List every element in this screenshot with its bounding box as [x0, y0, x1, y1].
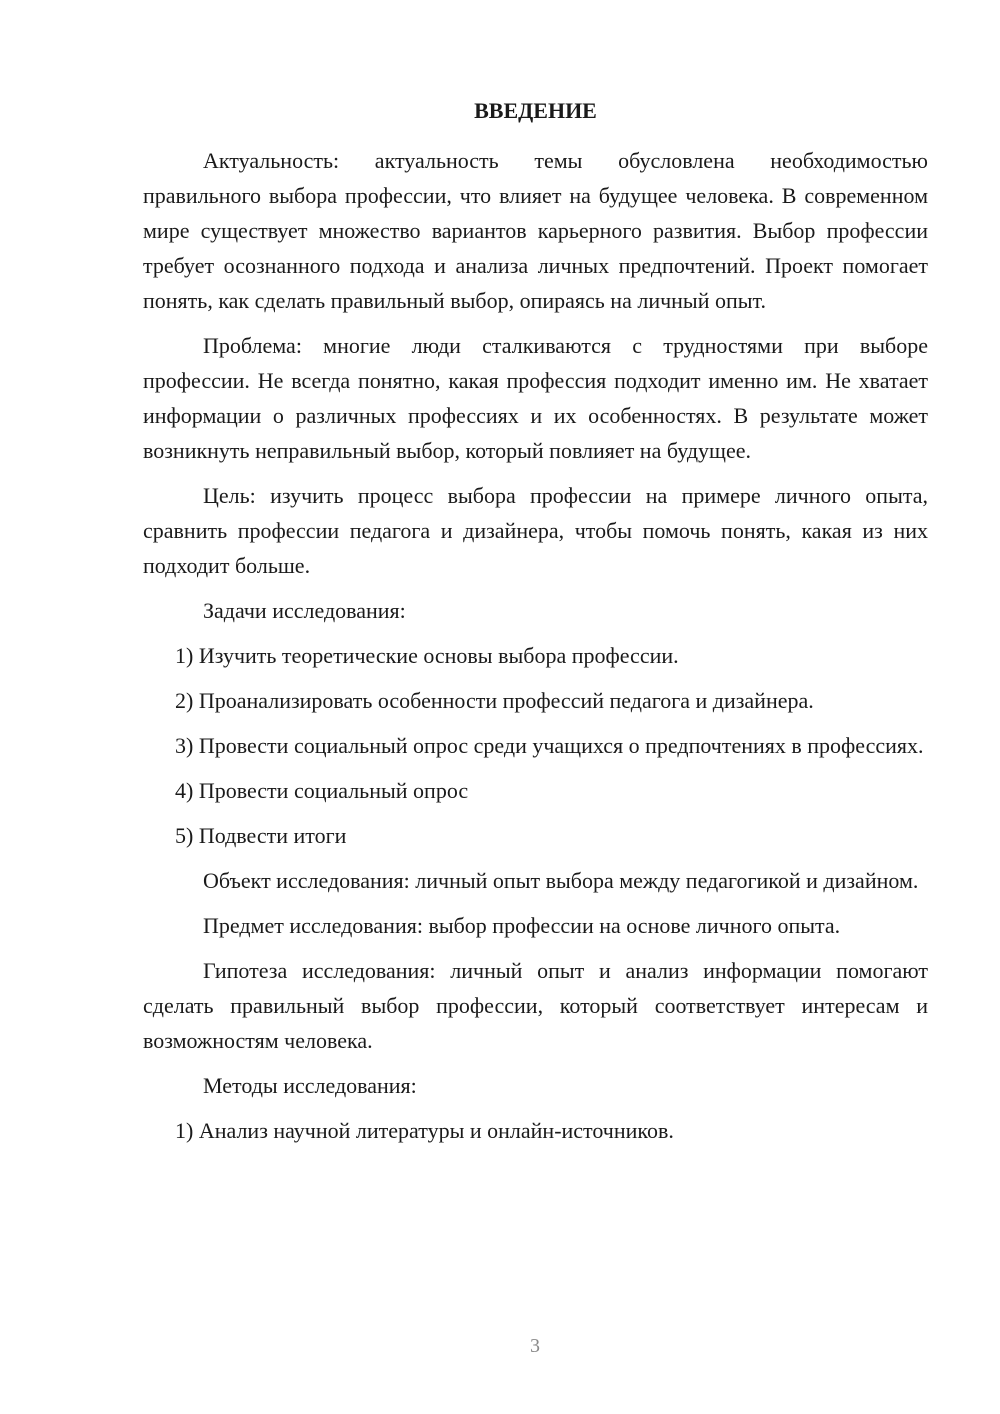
subject-paragraph: Предмет исследования: выбор профессии на основе личного опыта.: [203, 913, 841, 938]
section-title: ВВЕДЕНИЕ: [474, 98, 597, 123]
task-item-1: 1) Изучить теоретические основы выбора профессии.: [175, 643, 679, 668]
task-item-5: 5) Подвести итоги: [175, 823, 347, 848]
task-item-4: 4) Провести социальный опрос: [175, 778, 469, 803]
methods-heading: Методы исследования:: [203, 1073, 417, 1098]
task-item-3: 3) Провести социальный опрос среди учащихся о предпочтениях в профессиях.: [175, 733, 924, 758]
relevance-paragraph: Актуальность: актуальность темы обусловлена необходимостью правильного выбора профессии, что влияет на будущее человека. В современном мире существует множество вариантов карьерного развития. Выбор профессии требует осознанного подхода и анализа личных предпочтений. Проект помогает понять, как сделать правильный выбор, опираясь на личный опыт.: [143, 148, 928, 313]
object-paragraph: Объект исследования: личный опыт выбора между педагогикой и дизайном.: [203, 868, 919, 893]
method-item-1: 1) Анализ научной литературы и онлайн-источников.: [175, 1118, 674, 1143]
problem-paragraph: Проблема: многие люди сталкиваются с трудностями при выборе профессии. Не всегда понятно, какая профессия подходит именно им. Не хватает информации о различных профессиях и их особенностях. В результате может возникнуть неправильный выбор, который повлияет на будущее.: [143, 333, 928, 463]
page-number: 3: [530, 1335, 540, 1357]
goal-paragraph: Цель: изучить процесс выбора профессии на примере личного опыта, сравнить профессии педагога и дизайнера, чтобы помочь понять, какая из них подходит больше.: [143, 483, 928, 578]
document-body: [143, 143, 928, 1158]
hypothesis-paragraph: Гипотеза исследования: личный опыт и анализ информации помогают сделать правильный выбор профессии, который соответствует интересам и возможностям человека.: [143, 958, 928, 1053]
task-item-2: 2) Проанализировать особенности профессий педагога и дизайнера.: [175, 688, 814, 713]
tasks-heading: Задачи исследования:: [203, 598, 406, 623]
